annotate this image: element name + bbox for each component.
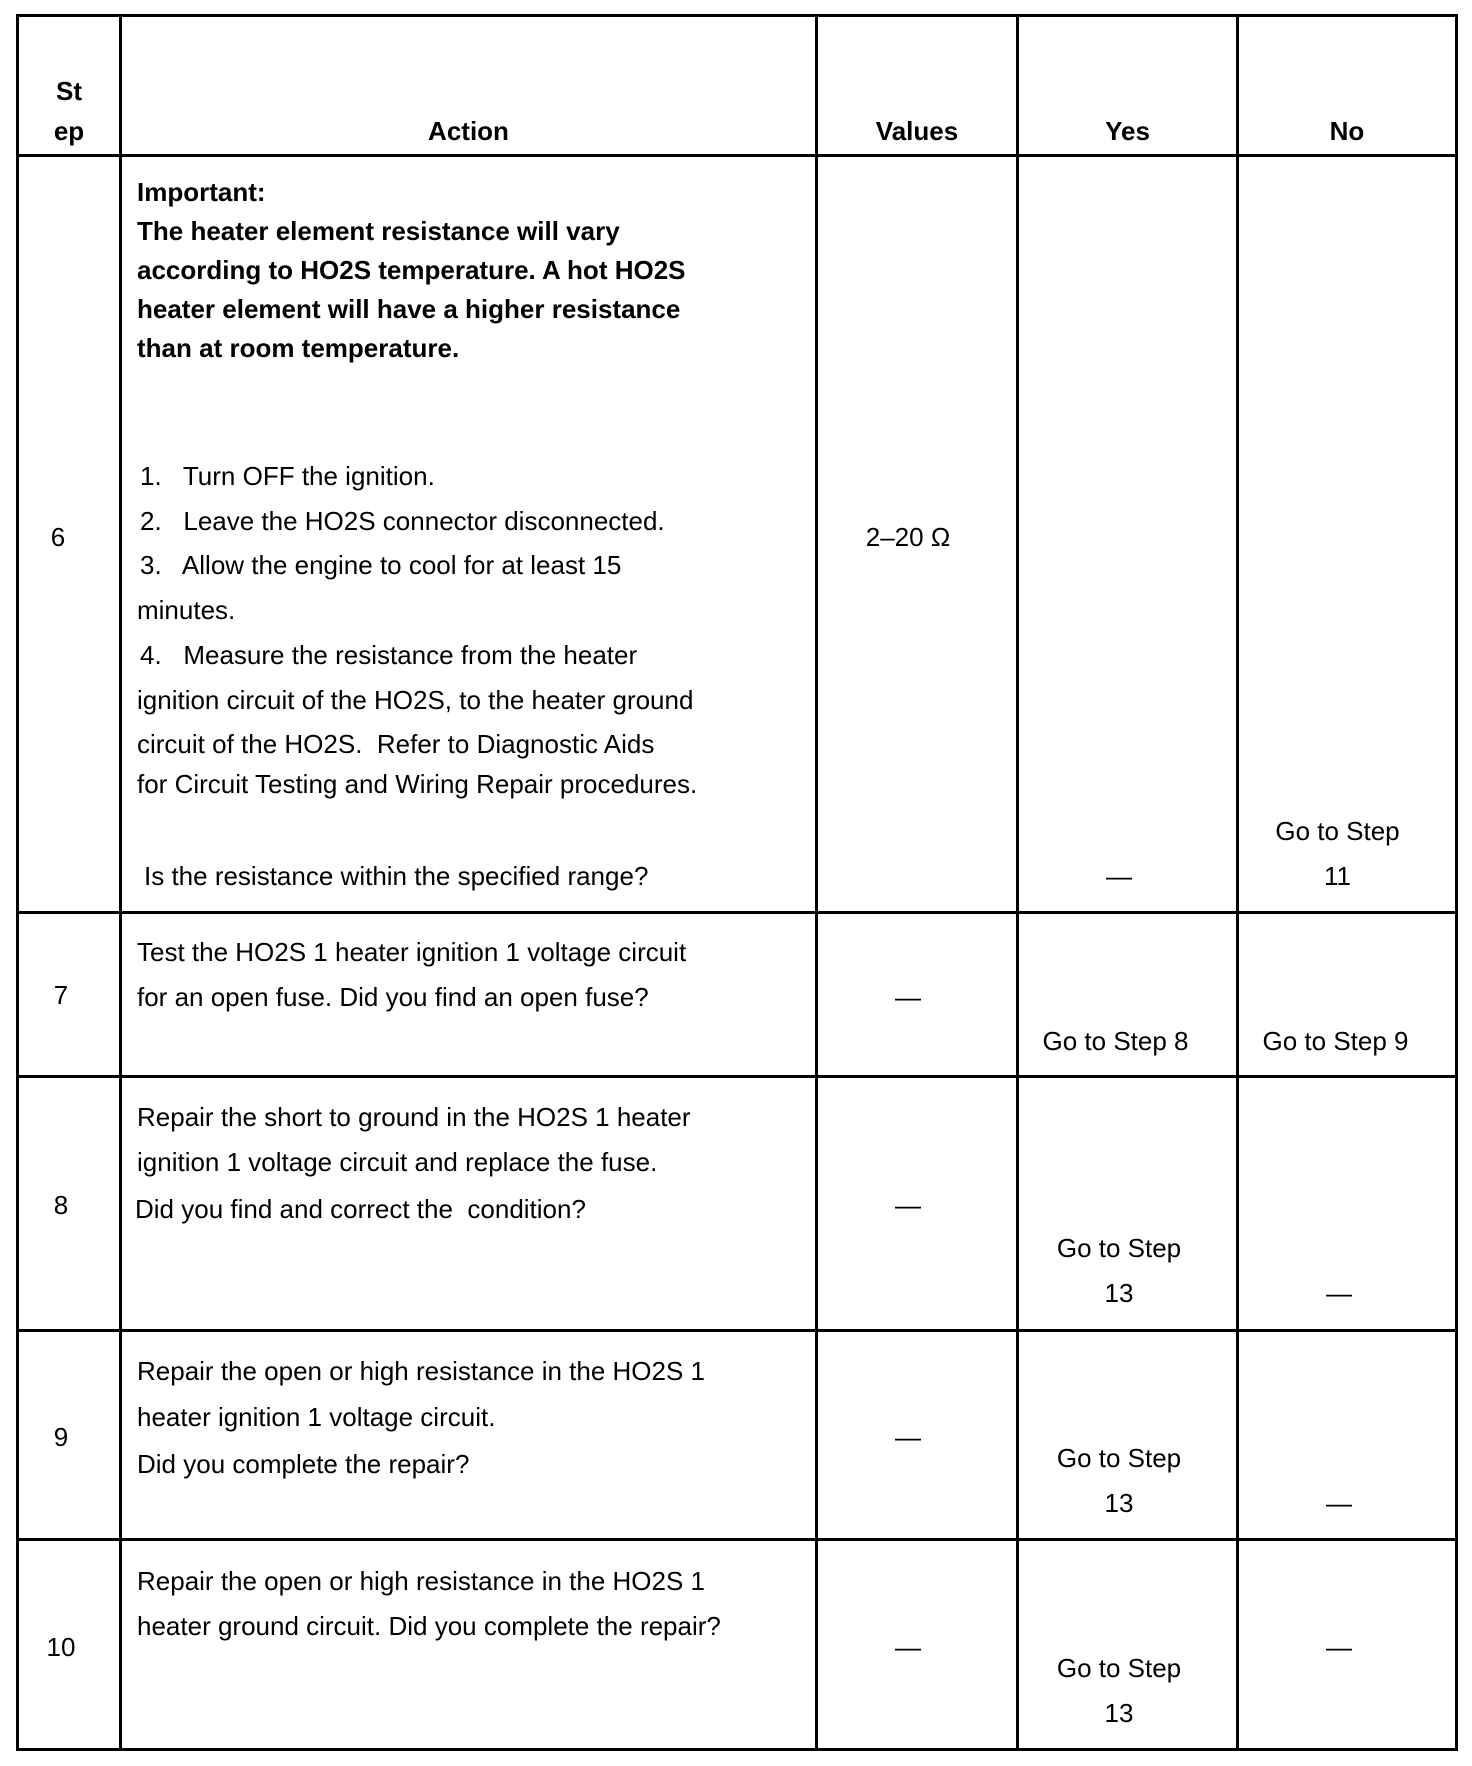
action-line: for an open fuse. Did you find an open fuse? [137,982,649,1012]
important-text: The heater element resistance will vary [137,216,620,246]
yes-cell-line: 13 [1104,1698,1134,1728]
yes-cell: Go to Step 8 [1042,1026,1189,1056]
yes-cell-line: Go to Step [1056,1443,1182,1473]
yes-cell-line: Go to Step [1056,1653,1182,1683]
row-divider [16,1075,1458,1078]
important-text: according to HO2S temperature. A hot HO2S [137,255,686,285]
column-divider [119,14,122,1751]
action-line: 4. Measure the resistance from the heater [140,640,638,670]
action-line: 1. Turn OFF the ignition. [140,461,435,491]
action-line: 3. Allow the engine to cool for at least 15 [140,550,622,580]
important-label: Important: [137,177,266,207]
value-cell: — [895,1190,921,1220]
step-number: 10 [46,1632,76,1662]
value-cell: 2–20 Ω [865,522,951,552]
action-line: Repair the short to ground in the HO2S 1 heater [137,1102,691,1132]
no-cell: — [1326,1278,1352,1308]
action-line: circuit of the HO2S. Refer to Diagnostic Aids [137,729,655,759]
yes-cell [1019,1443,1219,1518]
no-cell: Go to Step 9 [1262,1026,1409,1056]
table-border-bottom [16,1748,1458,1751]
step-number: 8 [53,1190,69,1220]
action-line: Repair the open or high resistance in the HO2S 1 [137,1356,706,1386]
row-divider [16,1538,1458,1541]
action-line: ignition 1 voltage circuit and replace the fuse. [137,1147,658,1177]
action-line: 2. Leave the HO2S connector disconnected. [140,506,665,536]
step-number: 6 [50,522,66,552]
yes-cell-line: Go to Step [1056,1233,1182,1263]
table-border-left [16,14,19,1751]
no-cell: — [1326,1632,1352,1662]
action-question: Is the resistance within the specified range? [144,861,649,891]
value-cell: — [895,982,921,1012]
row-divider [16,154,1458,157]
yes-cell [1019,1233,1219,1308]
no-cell-line: 11 [1324,861,1351,891]
header-values: Values [875,116,959,146]
step-number: 9 [53,1422,69,1452]
header-step-line: St [56,76,82,106]
yes-cell [1019,1653,1219,1728]
no-cell-line: Go to Step [1275,816,1400,846]
row-divider [16,1329,1458,1332]
action-line: for Circuit Testing and Wiring Repair procedures. [137,769,698,799]
value-cell: — [895,1422,921,1452]
important-text: than at room temperature. [137,333,460,363]
header-step-line: ep [53,116,85,146]
action-line: heater ignition 1 voltage circuit. [137,1402,496,1432]
action-line: Did you find and correct the condition? [135,1194,586,1224]
action-line: heater ground circuit. Did you complete the repair? [137,1611,721,1641]
action-line: Test the HO2S 1 heater ignition 1 voltage circuit [137,937,687,967]
table-border-top [16,14,1458,17]
yes-cell: — [1106,861,1132,891]
row-divider [16,911,1458,914]
yes-cell-line: 13 [1104,1278,1134,1308]
action-line: minutes. [137,595,236,625]
no-cell: — [1326,1488,1352,1518]
table-border-right [1455,14,1458,1751]
value-cell: — [895,1632,921,1662]
header-no: No [1329,116,1365,146]
action-line: Did you complete the repair? [137,1449,470,1479]
step-number: 7 [53,980,69,1010]
column-divider [815,14,818,1751]
no-cell [1239,816,1436,891]
header-yes: Yes [1105,116,1150,146]
action-line: Repair the open or high resistance in the HO2S 1 [137,1566,706,1596]
header-step [19,76,119,146]
header-action: Action [428,116,509,146]
yes-cell-line: 13 [1104,1488,1134,1518]
important-text: heater element will have a higher resistance [137,294,681,324]
action-line: ignition circuit of the HO2S, to the heater ground [137,685,694,715]
